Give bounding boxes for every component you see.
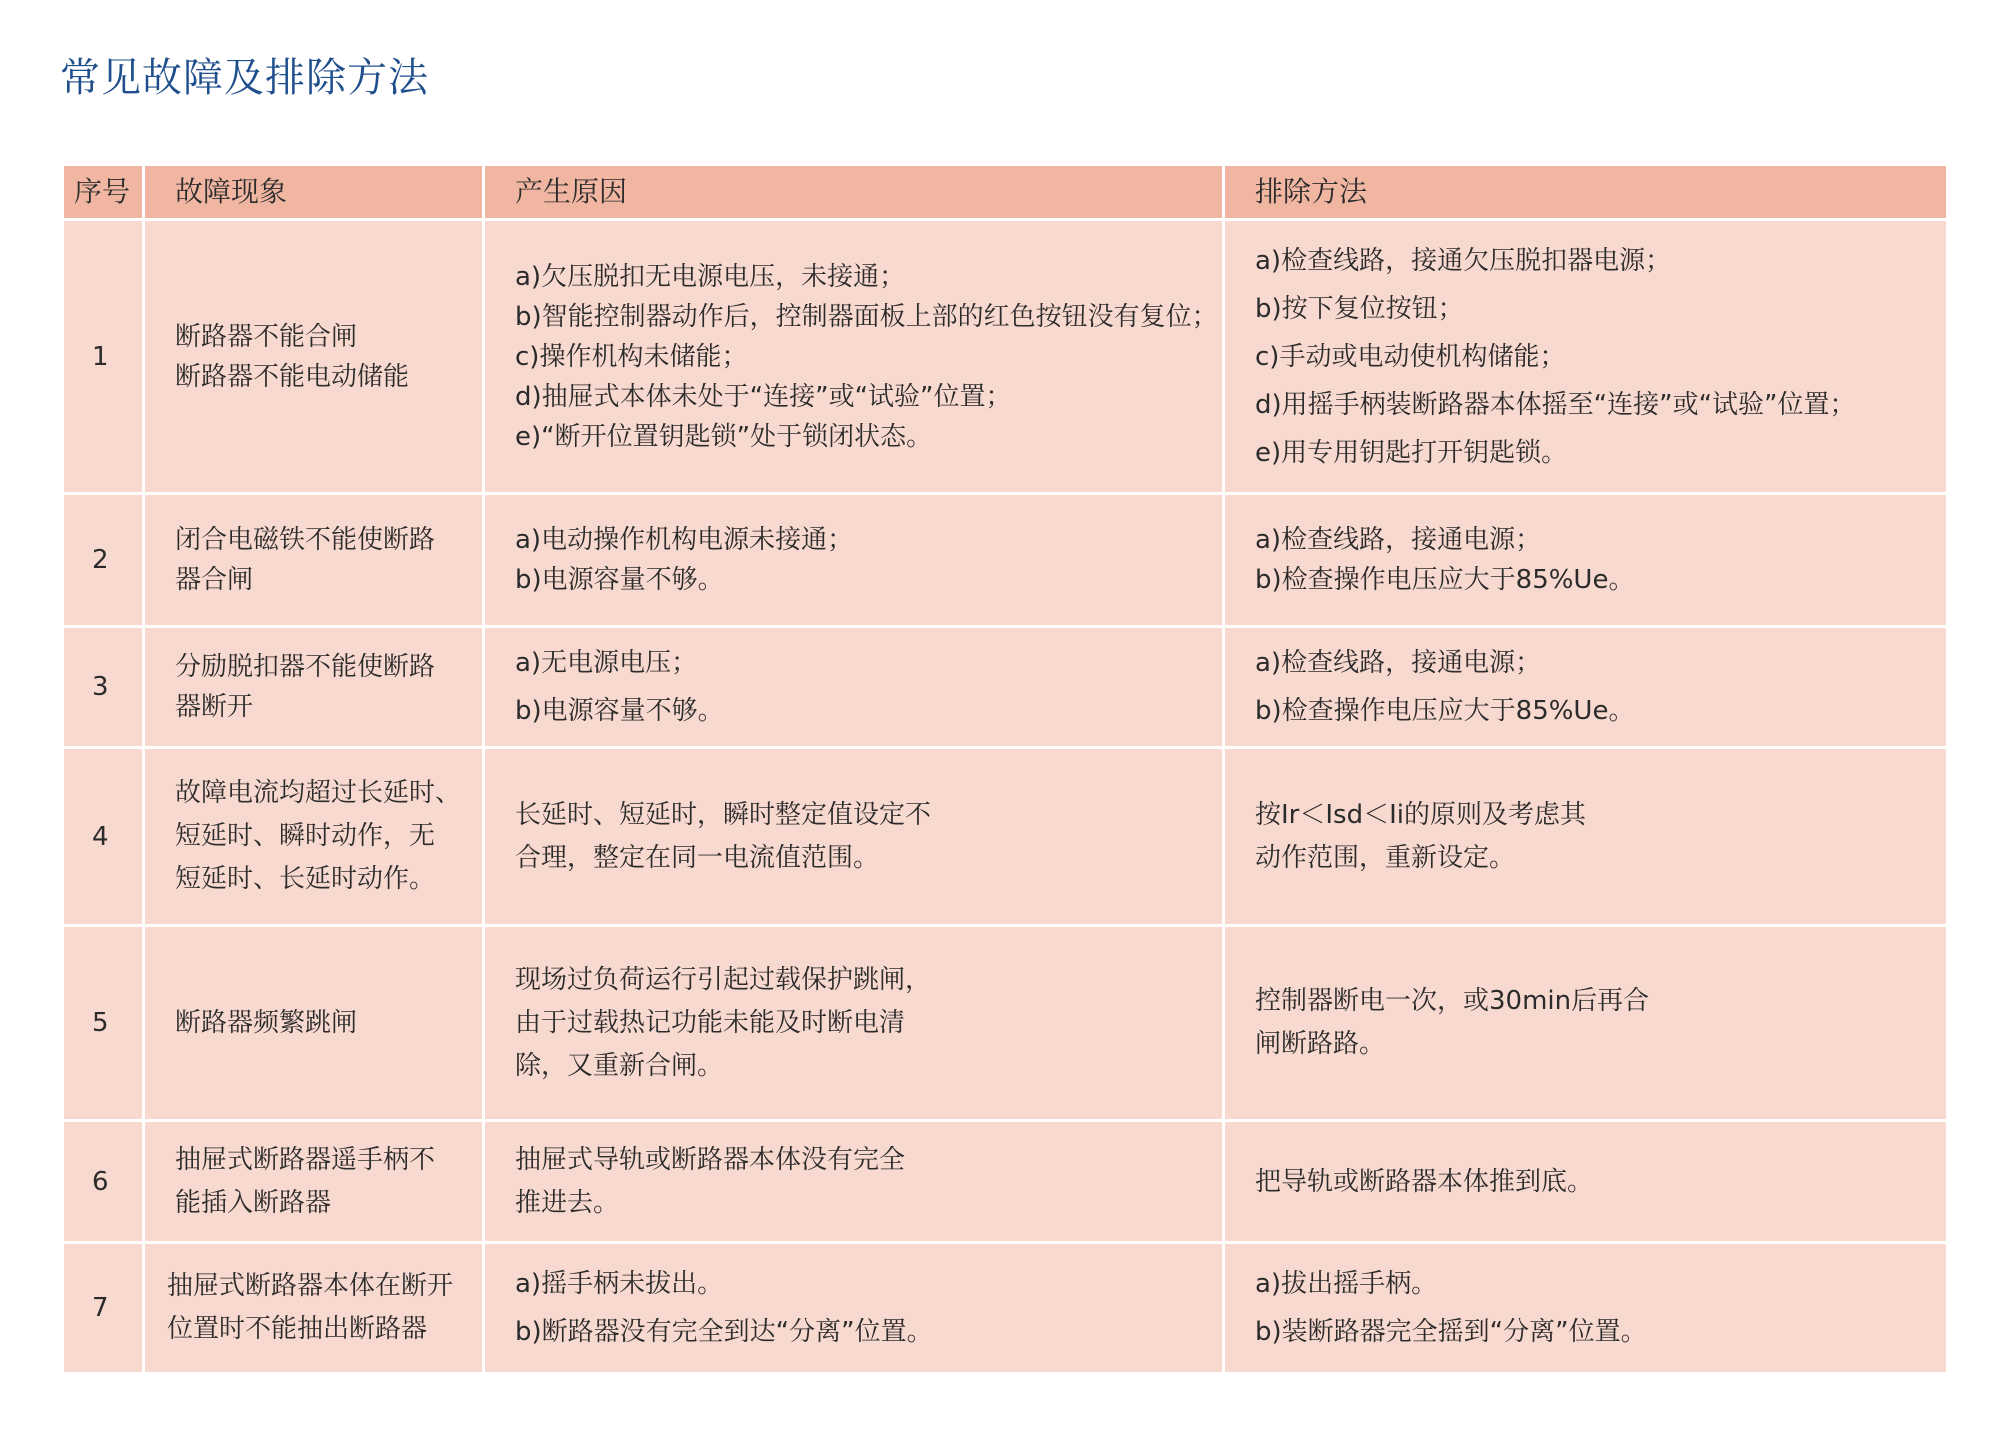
cause-cell <box>484 494 1224 627</box>
remedy-line: e)用专用钥匙打开钥匙锁。 <box>1255 437 1568 468</box>
row-number: 7 <box>63 1243 144 1374</box>
row-number: 1 <box>63 220 144 494</box>
remedy-line: 控制器断电一次，或30min后再合 <box>1255 986 1650 1016</box>
table-row <box>63 748 1948 926</box>
cause-line: a)摇手柄未拔出。 <box>515 1269 724 1299</box>
remedy-line: a)拔出摇手柄。 <box>1255 1269 1438 1299</box>
table-row <box>63 220 1948 494</box>
remedy-line: b)检查操作电压应大于85%Ue。 <box>1255 696 1635 726</box>
symptom-line: 短延时、长延时动作。 <box>175 864 436 894</box>
cause-line: a)欠压脱扣无电源电压，未接通； <box>515 261 906 292</box>
remedy-line: b)检查操作电压应大于85%Ue。 <box>1255 565 1635 595</box>
cause-line: b)电源容量不够。 <box>515 696 724 726</box>
row-number: 2 <box>63 494 144 627</box>
remedy-cell <box>1224 748 1948 926</box>
symptom-line: 器断开 <box>175 692 254 722</box>
remedy-cell <box>1224 627 1948 748</box>
header-fault-symptom: 故障现象 <box>144 165 484 220</box>
table-row <box>63 926 1948 1121</box>
cause-cell <box>484 1243 1224 1374</box>
row-number: 3 <box>63 627 144 748</box>
remedy-line: b)装断路器完全摇到“分离”位置。 <box>1255 1317 1647 1347</box>
symptom-line: 短延时、瞬时动作，无 <box>175 821 436 851</box>
remedy-cell <box>1224 494 1948 627</box>
symptom-line: 分励脱扣器不能使断路 <box>175 652 436 682</box>
cause-line: a)无电源电压； <box>515 648 698 678</box>
cause-line: 推进去。 <box>515 1187 620 1218</box>
cause-line: 现场过负荷运行引起过载保护跳闸， <box>515 964 932 995</box>
symptom-line: 断路器频繁跳闸 <box>175 1008 358 1038</box>
cause-cell <box>484 627 1224 748</box>
remedy-line: 动作范围，重新设定。 <box>1255 842 1516 873</box>
table-header-row <box>63 165 1948 220</box>
table-row <box>63 494 1948 627</box>
header-cause: 产生原因 <box>484 165 1224 220</box>
cause-cell <box>484 748 1224 926</box>
cause-line: e)“断开位置钥匙锁”处于锁闭状态。 <box>515 421 933 452</box>
symptom-cell <box>144 494 484 627</box>
cause-line: 除，又重新合闸。 <box>515 1050 724 1081</box>
symptom-line: 闭合电磁铁不能使断路 <box>175 525 436 555</box>
row-number: 5 <box>63 926 144 1121</box>
cause-line: b)断路器没有完全到达“分离”位置。 <box>515 1317 933 1347</box>
remedy-cell <box>1224 1121 1948 1243</box>
table-row <box>63 1121 1948 1243</box>
remedy-line: 把导轨或断路器本体推到底。 <box>1255 1166 1594 1197</box>
remedy-line: a)检查线路，接通电源； <box>1255 648 1542 678</box>
table-row <box>63 627 1948 748</box>
cause-line: 合理，整定在同一电流值范围。 <box>515 842 880 873</box>
row-number: 6 <box>63 1121 144 1243</box>
cause-line: 由于过载热记功能未能及时断电清 <box>515 1007 906 1038</box>
remedy-cell <box>1224 220 1948 494</box>
page-title: 常见故障及排除方法 <box>60 55 429 101</box>
symptom-line: 断路器不能合闸 <box>175 321 358 352</box>
remedy-line: 按Ir＜Isd＜Ii的原则及考虑其 <box>1255 799 1586 830</box>
symptom-line: 能插入断路器 <box>175 1187 332 1218</box>
fault-table <box>61 163 1949 1375</box>
remedy-line: b)按下复位按钮； <box>1255 293 1464 324</box>
symptom-line: 位置时不能抽出断路器 <box>167 1314 428 1344</box>
symptom-cell <box>144 1121 484 1243</box>
cause-cell <box>484 1121 1224 1243</box>
remedy-cell <box>1224 1243 1948 1374</box>
cause-line: b)电源容量不够。 <box>515 565 724 595</box>
symptom-cell <box>144 748 484 926</box>
cause-line: 抽屉式导轨或断路器本体没有完全 <box>515 1144 906 1175</box>
remedy-line: a)检查线路，接通欠压脱扣器电源； <box>1255 245 1672 276</box>
remedy-line: d)用摇手柄装断路器本体摇至“连接”或“试验”位置； <box>1255 389 1856 420</box>
remedy-line: c)手动或电动使机构储能； <box>1255 341 1566 372</box>
cause-line: d)抽屉式本体未处于“连接”或“试验”位置； <box>515 381 1012 412</box>
symptom-cell <box>144 220 484 494</box>
cause-line: c)操作机构未储能； <box>515 341 748 372</box>
cause-cell <box>484 926 1224 1121</box>
symptom-line: 故障电流均超过长延时、 <box>175 778 462 808</box>
cause-line: 长延时、短延时，瞬时整定值设定不 <box>515 799 932 830</box>
symptom-cell <box>144 926 484 1121</box>
header-serial-number: 序号 <box>63 165 144 220</box>
symptom-line: 抽屉式断路器本体在断开 <box>167 1271 454 1301</box>
table-row <box>63 1243 1948 1374</box>
remedy-line: a)检查线路，接通电源； <box>1255 525 1542 555</box>
symptom-cell <box>144 1243 484 1374</box>
remedy-line: 闸断路路。 <box>1255 1029 1386 1059</box>
header-remedy: 排除方法 <box>1224 165 1948 220</box>
cause-line: a)电动操作机构电源未接通； <box>515 525 854 555</box>
symptom-line: 断路器不能电动储能 <box>175 361 410 392</box>
cause-cell <box>484 220 1224 494</box>
cause-line: b)智能控制器动作后，控制器面板上部的红色按钮没有复位； <box>515 301 1218 332</box>
row-number: 4 <box>63 748 144 926</box>
remedy-cell <box>1224 926 1948 1121</box>
symptom-cell <box>144 627 484 748</box>
symptom-line: 抽屉式断路器遥手柄不 <box>175 1144 436 1175</box>
symptom-line: 器合闸 <box>175 565 254 595</box>
